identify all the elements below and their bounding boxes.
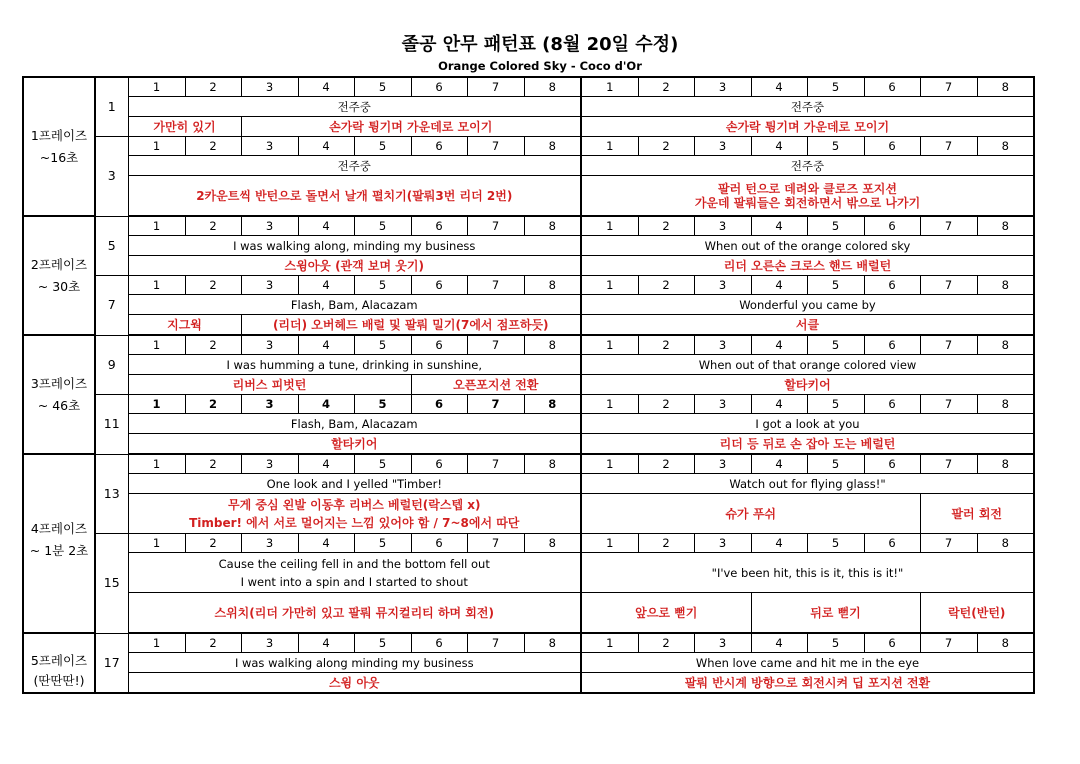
beat-cell: 5 bbox=[354, 216, 411, 236]
beat-cell: 8 bbox=[524, 395, 581, 414]
beat-cell: 1 bbox=[128, 534, 185, 553]
move-row bbox=[23, 434, 1034, 455]
beat-cell: 3 bbox=[241, 395, 298, 414]
beat-row bbox=[23, 454, 1034, 474]
beat-cell: 1 bbox=[128, 395, 185, 414]
move-cell: 할타키어 bbox=[581, 375, 1034, 395]
beat-cell: 2 bbox=[638, 137, 694, 156]
move-row bbox=[23, 117, 1034, 137]
block-number: 1 bbox=[95, 77, 128, 137]
beat-cell: 7 bbox=[467, 633, 524, 653]
beat-row bbox=[23, 395, 1034, 414]
beat-cell: 5 bbox=[354, 335, 411, 355]
move-cell: 슈가 푸쉬 bbox=[581, 494, 920, 534]
beat-cell: 6 bbox=[864, 137, 920, 156]
beat-cell: 2 bbox=[185, 534, 241, 553]
beat-cell: 3 bbox=[241, 534, 298, 553]
beat-cell: 1 bbox=[581, 77, 638, 97]
beat-cell: 7 bbox=[920, 395, 977, 414]
beat-cell: 4 bbox=[751, 216, 807, 236]
beat-cell: 1 bbox=[128, 216, 185, 236]
beat-cell: 5 bbox=[807, 633, 864, 653]
beat-row bbox=[23, 77, 1034, 97]
beat-cell: 5 bbox=[807, 77, 864, 97]
beat-cell: 7 bbox=[467, 216, 524, 236]
move-cell: 할타키어 bbox=[128, 434, 581, 455]
beat-cell: 6 bbox=[864, 216, 920, 236]
lyric-row bbox=[23, 156, 1034, 176]
beat-cell: 7 bbox=[920, 633, 977, 653]
beat-cell: 4 bbox=[298, 137, 354, 156]
beat-row bbox=[23, 216, 1034, 236]
beat-cell: 5 bbox=[807, 137, 864, 156]
move-cell: 락턴(반턴) bbox=[920, 593, 1034, 634]
beat-cell: 6 bbox=[864, 454, 920, 474]
lyric-cell: Flash, Bam, Alacazam bbox=[128, 295, 581, 315]
beat-cell: 2 bbox=[638, 454, 694, 474]
lyric-row bbox=[23, 474, 1034, 494]
beat-cell: 7 bbox=[920, 534, 977, 553]
beat-row bbox=[23, 335, 1034, 355]
beat-cell: 6 bbox=[864, 395, 920, 414]
beat-cell: 7 bbox=[920, 276, 977, 295]
beat-cell: 1 bbox=[581, 454, 638, 474]
beat-cell: 3 bbox=[694, 137, 751, 156]
beat-cell: 7 bbox=[467, 395, 524, 414]
beat-cell: 3 bbox=[694, 534, 751, 553]
beat-row bbox=[23, 276, 1034, 295]
beat-cell: 2 bbox=[638, 335, 694, 355]
beat-cell: 4 bbox=[298, 77, 354, 97]
beat-cell: 4 bbox=[751, 77, 807, 97]
move-cell: 손가락 튕기며 가운데로 모이기 bbox=[241, 117, 581, 137]
beat-cell: 8 bbox=[977, 454, 1034, 474]
move-cell: 가만히 있기 bbox=[128, 117, 241, 137]
beat-cell: 6 bbox=[411, 454, 467, 474]
beat-cell: 8 bbox=[524, 77, 581, 97]
beat-cell: 6 bbox=[411, 137, 467, 156]
beat-cell: 6 bbox=[411, 276, 467, 295]
block-number: 3 bbox=[95, 137, 128, 217]
beat-cell: 3 bbox=[241, 137, 298, 156]
beat-cell: 6 bbox=[411, 77, 467, 97]
beat-cell: 6 bbox=[864, 335, 920, 355]
beat-cell: 4 bbox=[298, 454, 354, 474]
beat-cell: 4 bbox=[751, 395, 807, 414]
beat-cell: 1 bbox=[581, 216, 638, 236]
beat-cell: 2 bbox=[185, 454, 241, 474]
lyric-cell: 전주중 bbox=[128, 97, 581, 117]
beat-cell: 2 bbox=[185, 77, 241, 97]
lyric-row bbox=[23, 653, 1034, 673]
lyric-cell: 전주중 bbox=[581, 97, 1034, 117]
block-number: 15 bbox=[95, 534, 128, 634]
move-cell: 팔러 회전 bbox=[920, 494, 1034, 534]
move-cell: 2카운트씩 반턴으로 돌면서 날개 펼치기(팔뤄3번 리더 2번) bbox=[128, 176, 581, 217]
beat-cell: 1 bbox=[128, 633, 185, 653]
block-number: 11 bbox=[95, 395, 128, 455]
beat-cell: 7 bbox=[920, 77, 977, 97]
beat-cell: 1 bbox=[581, 276, 638, 295]
beat-cell: 7 bbox=[467, 77, 524, 97]
beat-cell: 7 bbox=[920, 216, 977, 236]
move-cell: 뒤로 뻗기 bbox=[751, 593, 920, 634]
beat-cell: 2 bbox=[185, 137, 241, 156]
move-cell: 서클 bbox=[581, 315, 1034, 336]
beat-cell: 1 bbox=[128, 77, 185, 97]
beat-cell: 6 bbox=[411, 395, 467, 414]
beat-cell: 5 bbox=[354, 395, 411, 414]
beat-cell: 2 bbox=[638, 534, 694, 553]
beat-cell: 7 bbox=[920, 137, 977, 156]
move-cell: 지그웍 bbox=[128, 315, 241, 336]
beat-cell: 3 bbox=[241, 335, 298, 355]
beat-cell: 1 bbox=[581, 137, 638, 156]
beat-cell: 6 bbox=[411, 534, 467, 553]
beat-cell: 5 bbox=[807, 276, 864, 295]
beat-cell: 2 bbox=[638, 276, 694, 295]
beat-cell: 4 bbox=[298, 633, 354, 653]
beat-cell: 7 bbox=[467, 335, 524, 355]
beat-cell: 7 bbox=[467, 276, 524, 295]
beat-cell: 4 bbox=[298, 395, 354, 414]
beat-cell: 2 bbox=[638, 395, 694, 414]
lyric-cell: I was walking along minding my business bbox=[128, 653, 581, 673]
beat-cell: 8 bbox=[977, 276, 1034, 295]
lyric-row bbox=[23, 236, 1034, 256]
beat-cell: 5 bbox=[354, 534, 411, 553]
beat-cell: 8 bbox=[977, 77, 1034, 97]
beat-cell: 1 bbox=[128, 454, 185, 474]
block-number: 7 bbox=[95, 276, 128, 336]
move-cell: 리더 오른손 크로스 핸드 배럴턴 bbox=[581, 256, 1034, 276]
beat-cell: 8 bbox=[524, 633, 581, 653]
beat-cell: 8 bbox=[524, 276, 581, 295]
phase-label: 1프레이즈 ~16초 bbox=[23, 77, 95, 216]
lyric-cell: 전주중 bbox=[581, 156, 1034, 176]
phase-label: 4프레이즈 ~ 1분 2초 bbox=[23, 454, 95, 633]
lyric-cell: "I've been hit, this is it, this is it!" bbox=[581, 553, 1034, 593]
beat-cell: 6 bbox=[864, 633, 920, 653]
beat-cell: 2 bbox=[185, 276, 241, 295]
beat-cell: 4 bbox=[751, 454, 807, 474]
move-cell: 리더 등 뒤로 손 잡아 도는 베럴턴 bbox=[581, 434, 1034, 455]
page-title: 졸공 안무 패턴표 (8월 20일 수정) bbox=[401, 34, 679, 55]
phase-label: 5프레이즈 (딴딴딴!) bbox=[23, 633, 95, 693]
lyric-row bbox=[23, 295, 1034, 315]
beat-cell: 2 bbox=[638, 633, 694, 653]
beat-cell: 3 bbox=[241, 77, 298, 97]
beat-cell: 1 bbox=[581, 335, 638, 355]
beat-cell: 8 bbox=[524, 335, 581, 355]
beat-cell: 1 bbox=[581, 534, 638, 553]
beat-cell: 7 bbox=[920, 454, 977, 474]
move-row bbox=[23, 256, 1034, 276]
beat-cell: 4 bbox=[751, 276, 807, 295]
beat-cell: 8 bbox=[524, 454, 581, 474]
choreography-table bbox=[22, 76, 1035, 694]
lyric-cell: I was humming a tune, drinking in sunshine, bbox=[128, 355, 581, 375]
lyric-cell: Flash, Bam, Alacazam bbox=[128, 414, 581, 434]
beat-cell: 7 bbox=[467, 454, 524, 474]
move-row bbox=[23, 176, 1034, 217]
phase-label: 2프레이즈 ~ 30초 bbox=[23, 216, 95, 335]
beat-cell: 3 bbox=[241, 276, 298, 295]
lyric-row bbox=[23, 414, 1034, 434]
move-row bbox=[23, 315, 1034, 336]
lyric-cell: Watch out for flying glass!" bbox=[581, 474, 1034, 494]
move-cell: 스윙아웃 (관객 보며 웃기) bbox=[128, 256, 581, 276]
lyric-row bbox=[23, 553, 1034, 593]
beat-cell: 3 bbox=[694, 77, 751, 97]
beat-cell: 8 bbox=[977, 335, 1034, 355]
lyric-cell: One look and I yelled "Timber! bbox=[128, 474, 581, 494]
move-cell: 앞으로 뻗기 bbox=[581, 593, 751, 634]
beat-cell: 6 bbox=[864, 276, 920, 295]
beat-cell: 6 bbox=[411, 335, 467, 355]
beat-cell: 7 bbox=[467, 534, 524, 553]
move-cell: 스윙 아웃 bbox=[128, 673, 581, 694]
beat-cell: 8 bbox=[977, 395, 1034, 414]
beat-cell: 4 bbox=[751, 534, 807, 553]
beat-cell: 4 bbox=[751, 137, 807, 156]
beat-cell: 7 bbox=[920, 335, 977, 355]
beat-cell: 1 bbox=[128, 137, 185, 156]
beat-cell: 1 bbox=[581, 395, 638, 414]
beat-cell: 4 bbox=[298, 335, 354, 355]
beat-cell: 5 bbox=[807, 534, 864, 553]
beat-cell: 5 bbox=[354, 454, 411, 474]
beat-cell: 1 bbox=[128, 276, 185, 295]
beat-cell: 8 bbox=[977, 137, 1034, 156]
beat-cell: 4 bbox=[298, 276, 354, 295]
lyric-cell: Cause the ceiling fell in and the bottom fell out I went into a spin and I started to shout bbox=[128, 553, 581, 593]
beat-cell: 3 bbox=[694, 335, 751, 355]
beat-cell: 8 bbox=[524, 534, 581, 553]
beat-cell: 3 bbox=[694, 395, 751, 414]
beat-cell: 2 bbox=[185, 335, 241, 355]
move-cell: 팔러 턴으로 데려와 클로즈 포지션 가운데 팔뤄들은 회전하면서 밖으로 나가기 bbox=[581, 176, 1034, 217]
beat-cell: 2 bbox=[185, 216, 241, 236]
beat-cell: 4 bbox=[751, 633, 807, 653]
lyric-cell: When love came and hit me in the eye bbox=[581, 653, 1034, 673]
beat-cell: 2 bbox=[185, 633, 241, 653]
beat-cell: 6 bbox=[864, 77, 920, 97]
move-row bbox=[23, 593, 1034, 634]
beat-cell: 3 bbox=[241, 633, 298, 653]
song-subtitle: Orange Colored Sky - Coco d'Or bbox=[438, 59, 642, 73]
beat-cell: 2 bbox=[638, 77, 694, 97]
block-number: 13 bbox=[95, 454, 128, 534]
beat-cell: 3 bbox=[694, 633, 751, 653]
move-row bbox=[23, 494, 1034, 534]
move-row bbox=[23, 673, 1034, 694]
lyric-cell: I got a look at you bbox=[581, 414, 1034, 434]
beat-cell: 2 bbox=[638, 216, 694, 236]
block-number: 5 bbox=[95, 216, 128, 276]
beat-cell: 5 bbox=[354, 633, 411, 653]
beat-cell: 2 bbox=[185, 395, 241, 414]
beat-cell: 8 bbox=[977, 216, 1034, 236]
beat-cell: 3 bbox=[694, 454, 751, 474]
beat-cell: 4 bbox=[298, 216, 354, 236]
block-number: 9 bbox=[95, 335, 128, 395]
beat-cell: 3 bbox=[694, 216, 751, 236]
block-number: 17 bbox=[95, 633, 128, 693]
beat-cell: 7 bbox=[467, 137, 524, 156]
beat-row bbox=[23, 534, 1034, 553]
beat-cell: 6 bbox=[411, 633, 467, 653]
lyric-cell: When out of the orange colored sky bbox=[581, 236, 1034, 256]
beat-cell: 4 bbox=[751, 335, 807, 355]
beat-cell: 3 bbox=[694, 276, 751, 295]
move-cell: 팔뤄 반시계 방향으로 회전시켜 딥 포지션 전환 bbox=[581, 673, 1034, 694]
beat-cell: 1 bbox=[128, 335, 185, 355]
phase-label: 3프레이즈 ~ 46초 bbox=[23, 335, 95, 454]
move-cell: 스위치(리더 가만히 있고 팔뤄 뮤지컬리티 하며 회전) bbox=[128, 593, 581, 634]
beat-cell: 5 bbox=[807, 454, 864, 474]
beat-cell: 3 bbox=[241, 454, 298, 474]
lyric-cell: Wonderful you came by bbox=[581, 295, 1034, 315]
lyric-cell: I was walking along, minding my business bbox=[128, 236, 581, 256]
move-cell: (리더) 오버헤드 배럴 및 팔뤄 밀기(7에서 점프하듯) bbox=[241, 315, 581, 336]
beat-cell: 4 bbox=[298, 534, 354, 553]
beat-cell: 5 bbox=[354, 137, 411, 156]
lyric-row bbox=[23, 355, 1034, 375]
beat-cell: 8 bbox=[524, 216, 581, 236]
move-cell: 손가락 튕기며 가운데로 모이기 bbox=[581, 117, 1034, 137]
beat-cell: 5 bbox=[807, 395, 864, 414]
beat-cell: 3 bbox=[241, 216, 298, 236]
lyric-cell: When out of that orange colored view bbox=[581, 355, 1034, 375]
beat-cell: 8 bbox=[524, 137, 581, 156]
beat-row bbox=[23, 633, 1034, 653]
beat-cell: 5 bbox=[354, 276, 411, 295]
beat-row bbox=[23, 137, 1034, 156]
beat-cell: 5 bbox=[354, 77, 411, 97]
beat-cell: 5 bbox=[807, 335, 864, 355]
move-cell: 무게 중심 왼발 이동후 리버스 베럴턴(락스텝 x) Timber! 에서 서로 멀어지는 느낌 있어야 함 / 7~8에서 따단 bbox=[128, 494, 581, 534]
lyric-row bbox=[23, 97, 1034, 117]
beat-cell: 6 bbox=[411, 216, 467, 236]
beat-cell: 6 bbox=[864, 534, 920, 553]
move-cell: 리버스 피벗턴 bbox=[128, 375, 411, 395]
move-row bbox=[23, 375, 1034, 395]
beat-cell: 8 bbox=[977, 534, 1034, 553]
move-cell: 오픈포지션 전환 bbox=[411, 375, 581, 395]
lyric-cell: 전주중 bbox=[128, 156, 581, 176]
beat-cell: 8 bbox=[977, 633, 1034, 653]
beat-cell: 5 bbox=[807, 216, 864, 236]
beat-cell: 1 bbox=[581, 633, 638, 653]
